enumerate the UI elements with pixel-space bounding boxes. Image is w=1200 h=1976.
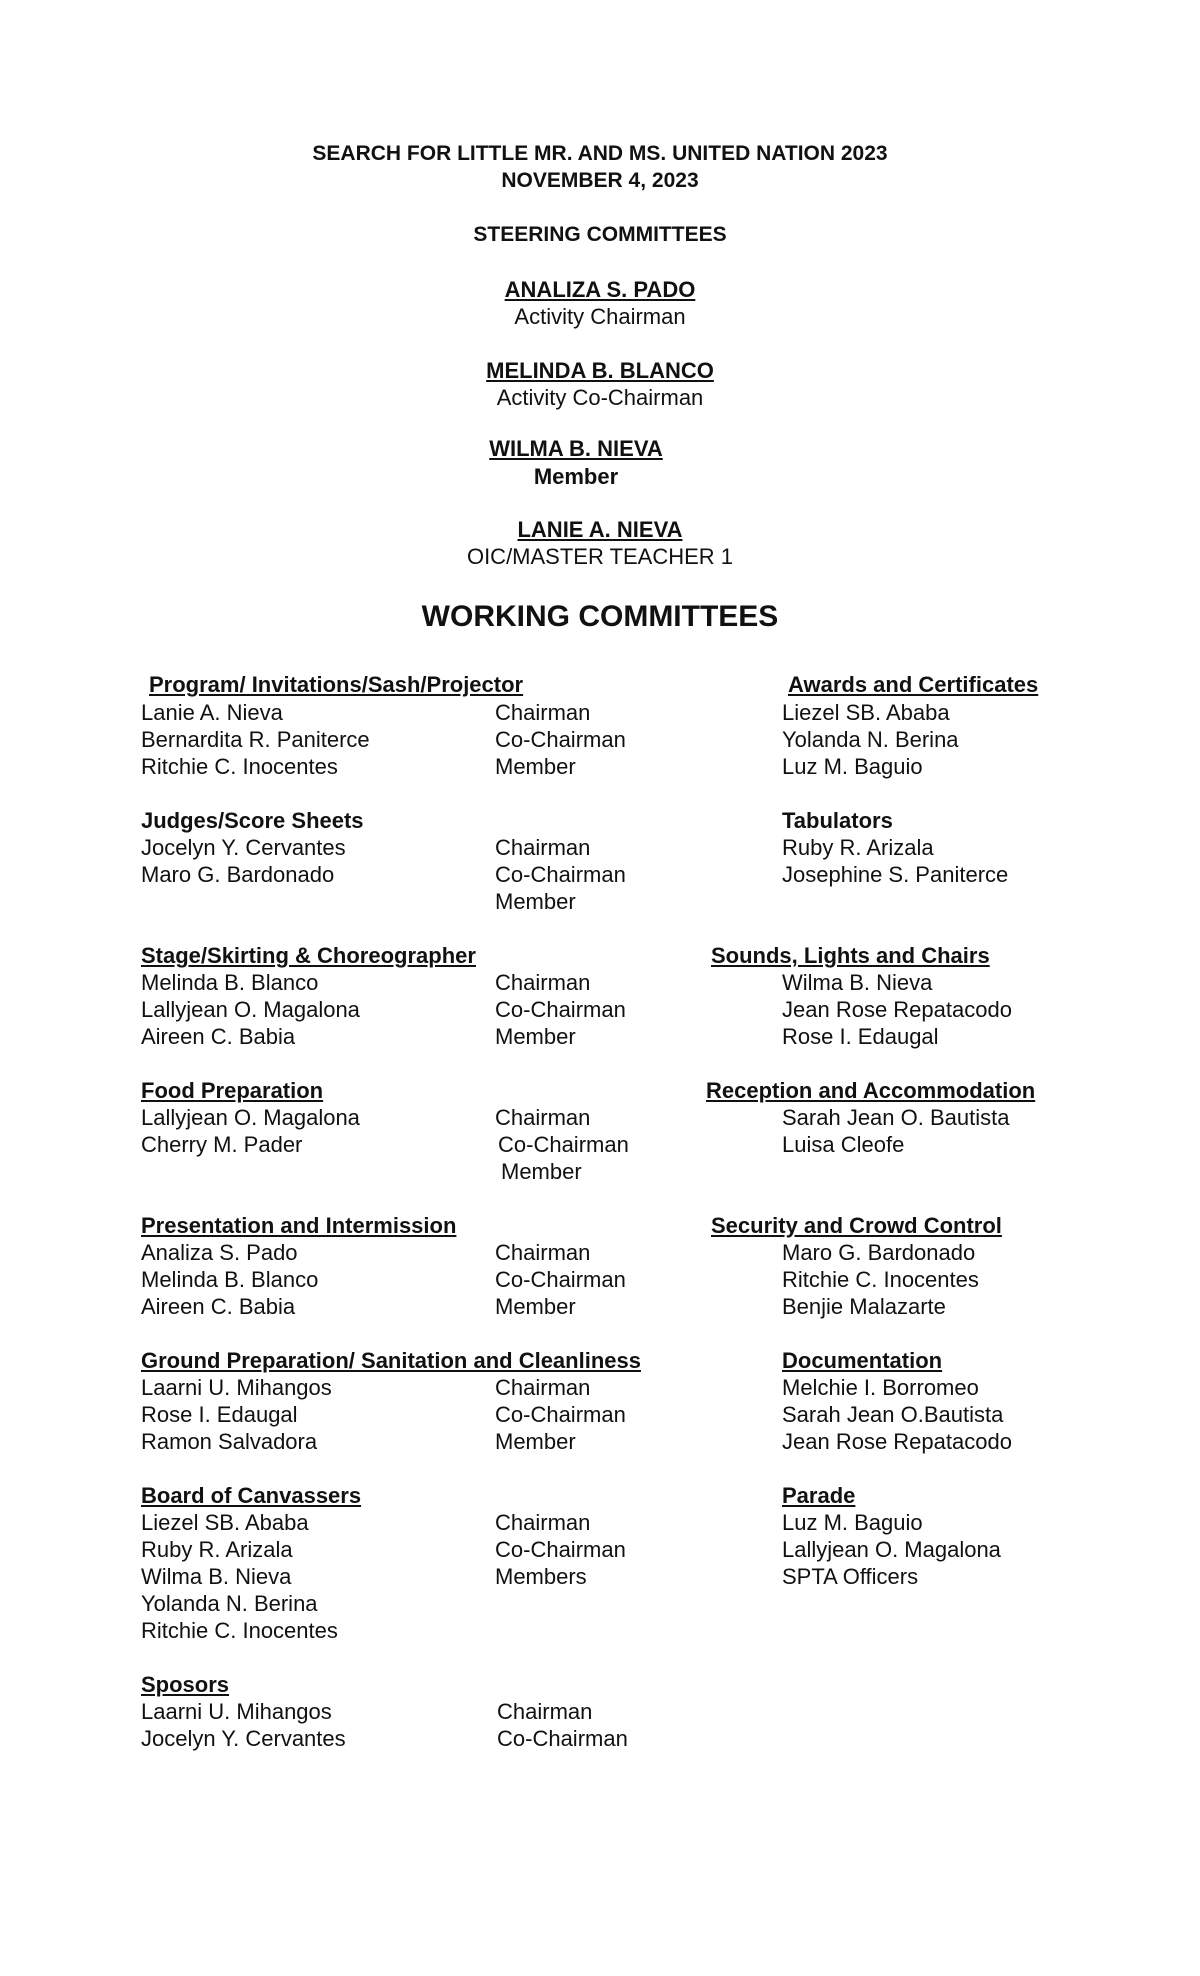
committee-title: Ground Preparation/ Sanitation and Cleanliness [141,1348,641,1373]
steering-role: OIC/MASTER TEACHER 1 [466,544,734,569]
member-name: Bernardita R. Paniterce [141,727,370,752]
member-name: Jocelyn Y. Cervantes [141,1726,346,1751]
member-name: Jean Rose Repatacodo [782,997,1012,1022]
member-name: Lallyjean O. Magalona [141,1105,360,1130]
committee-title: Presentation and Intermission [141,1213,457,1238]
member-name: Sarah Jean O. Bautista [782,1105,1010,1130]
member-role: Co-Chairman [495,727,626,752]
member-name: Lallyjean O. Magalona [141,997,360,1022]
member-role: Members [495,1564,587,1589]
member-name: SPTA Officers [782,1564,919,1589]
member-name: Rose I. Edaugal [141,1402,298,1427]
member-name: Cherry M. Pader [141,1132,303,1157]
committee-title: Tabulators [782,808,893,833]
member-name: Ruby R. Arizala [782,835,934,860]
member-role: Chairman [495,835,591,860]
committee-title: Stage/Skirting & Choreographer [141,943,476,968]
member-role: Chairman [495,1375,591,1400]
steering-name: MELINDA B. BLANCO [486,358,714,383]
steering-heading: STEERING COMMITTEES [473,223,727,246]
member-name: Melinda B. Blanco [141,970,319,995]
member-role: Co-Chairman [497,1726,628,1751]
member-name: Ramon Salvadora [141,1429,318,1454]
steering-role: Activity Chairman [514,304,686,329]
member-name: Luz M. Baguio [782,754,923,779]
member-role: Chairman [495,1240,591,1265]
member-name: Ritchie C. Inocentes [141,1618,338,1643]
committee-title: Sposors [141,1672,230,1697]
member-role: Member [495,1294,576,1319]
member-name: Laarni U. Mihangos [141,1375,332,1400]
committee-title: Reception and Accommodation [706,1078,1036,1103]
member-role: Chairman [495,1510,591,1535]
member-name: Ruby R. Arizala [141,1537,293,1562]
member-name: Aireen C. Babia [141,1024,296,1049]
member-name: Ritchie C. Inocentes [141,754,338,779]
member-name: Rose I. Edaugal [782,1024,939,1049]
member-name: Jocelyn Y. Cervantes [141,835,346,860]
member-name: Josephine S. Paniterce [782,862,1009,887]
member-name: Liezel SB. Ababa [141,1510,309,1535]
member-name: Liezel SB. Ababa [782,700,950,725]
member-name: Yolanda N. Berina [141,1591,318,1616]
committee-title: Board of Canvassers [141,1483,362,1508]
committee-title: Judges/Score Sheets [141,808,364,833]
member-role: Member [501,1159,582,1184]
member-name: Wilma B. Nieva [141,1564,292,1589]
member-role: Co-Chairman [495,997,626,1022]
member-name: Ritchie C. Inocentes [782,1267,979,1292]
committee-title: Parade [782,1483,856,1508]
member-name: Wilma B. Nieva [782,970,933,995]
member-role: Co-Chairman [495,1537,626,1562]
member-name: Aireen C. Babia [141,1294,296,1319]
member-role: Co-Chairman [495,1402,626,1427]
member-name: Luisa Cleofe [782,1132,905,1157]
member-role: Chairman [497,1699,593,1724]
steering-role: Activity Co-Chairman [496,385,704,410]
member-name: Maro G. Bardonado [782,1240,976,1265]
member-role: Member [495,1429,576,1454]
member-role: Chairman [495,970,591,995]
member-name: Benjie Malazarte [782,1294,946,1319]
event-date: NOVEMBER 4, 2023 [501,169,699,192]
member-role: Member [495,754,576,779]
member-name: Luz M. Baguio [782,1510,923,1535]
member-name: Lanie A. Nieva [141,700,283,725]
member-role: Chairman [495,700,591,725]
member-role: Chairman [495,1105,591,1130]
member-name: Analiza S. Pado [141,1240,298,1265]
steering-role: Member [533,464,619,489]
committee-title: Documentation [782,1348,943,1373]
member-name: Yolanda N. Berina [782,727,959,752]
steering-name: ANALIZA S. PADO [504,277,696,302]
member-role: Co-Chairman [495,862,626,887]
committee-title: Awards and Certificates [788,672,1039,697]
member-name: Jean Rose Repatacodo [782,1429,1012,1454]
committee-title: Sounds, Lights and Chairs [711,943,990,968]
member-role: Member [495,1024,576,1049]
steering-name: LANIE A. NIEVA [517,517,683,542]
member-role: Member [495,889,576,914]
working-heading: WORKING COMMITTEES [421,600,779,633]
member-name: Sarah Jean O.Bautista [782,1402,1004,1427]
committee-title: Food Preparation [141,1078,324,1103]
member-name: Melchie I. Borromeo [782,1375,979,1400]
committee-title: Security and Crowd Control [711,1213,1002,1238]
member-name: Lallyjean O. Magalona [782,1537,1001,1562]
steering-name: WILMA B. NIEVA [489,436,663,461]
member-role: Co-Chairman [495,1267,626,1292]
document-title: SEARCH FOR LITTLE MR. AND MS. UNITED NATION 2023 [312,142,888,165]
member-role: Co-Chairman [498,1132,629,1157]
member-name: Laarni U. Mihangos [141,1699,332,1724]
committee-title: Program/ Invitations/Sash/Projector [149,672,524,697]
member-name: Maro G. Bardonado [141,862,335,887]
member-name: Melinda B. Blanco [141,1267,319,1292]
